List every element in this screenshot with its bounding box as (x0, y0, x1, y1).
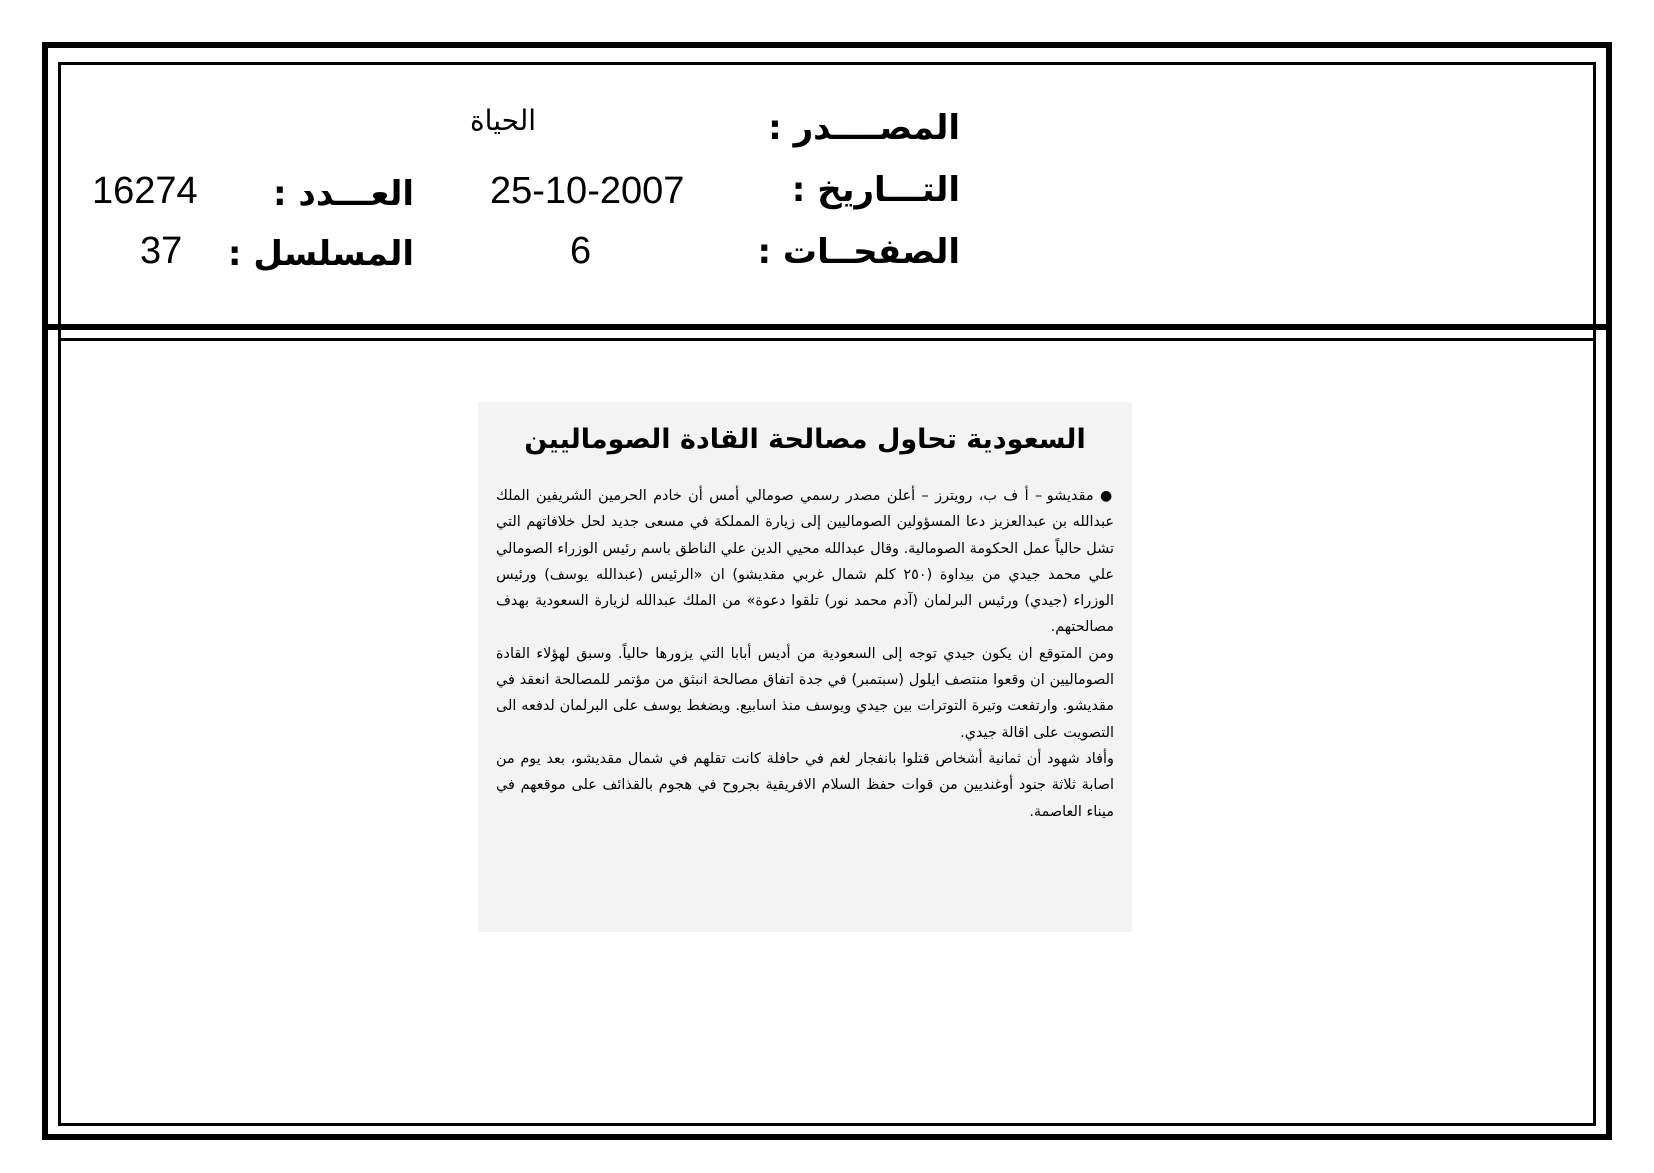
article-paragraph-3: وأفاد شهود أن ثمانية أشخاص قتلوا بانفجار لغم في حافلة كانت تقلهم في شمال مقديشو، بعد يوم من اصابة ثلاثة جنود أوغنديين من قوات حفظ السلام الافريقية بجروح في هجوم بالقذائف على موقعهم في ميناء العاصمة. (496, 750, 1114, 820)
serial-value: 37 (140, 230, 183, 272)
article-clipping (478, 402, 1132, 932)
header-divider (42, 324, 1612, 330)
article-paragraph-1 (496, 483, 1114, 641)
issue-label: العـــدد : (273, 174, 414, 214)
serial-label: المسلسل : (227, 234, 414, 274)
article-headline: السعودية تحاول مصالحة القادة الصوماليين (524, 424, 1086, 455)
source-value: الحياة (470, 104, 537, 137)
article-paragraph-2: ومن المتوقع ان يكون جيدي توجه إلى السعودية من أديس أبابا التي يزورها حالياً. وسبق لهؤلاء القادة الصوماليين ان وقعوا منتصف ايلول (سبتمبر) في جدة اتفاق مصالحة انبثق من مؤتمر للمصالحة انعقد في مقديشو. وارتفعت وتيرة التوترات بين جيدي ويوسف منذ اسابيع. ويضغط يوسف على البرلمان لدفعه الى التصويت على اقالة جيدي. (496, 645, 1114, 741)
issue-value: 16274 (92, 170, 198, 212)
pages-label: الصفحــات : (757, 232, 960, 272)
pages-value: 6 (570, 230, 592, 272)
source-label: المصــــدر : (768, 108, 960, 148)
date-value: 25-10-2007 (490, 170, 685, 212)
date-label: التـــاريخ : (791, 170, 960, 210)
bullet-icon: ● (1099, 488, 1115, 504)
header-divider-inner (58, 338, 1596, 341)
paragraph-1-text: مقديشو – أ ف ب، رويترز – أعلن مصدر رسمي صومالي أمس أن خادم الحرمين الشريفين الملك عبدالله بن عبدالعزيز دعا المسؤولين الصوماليين إلى زيارة المملكة في مسعى جديد لحل خلافاتهم التي تشل حالياً عمل الحكومة الصومالية. وقال عبدالله محيي الدين علي الناطق باسم رئيس الوزراء الصومالي علي محمد جيدي من بيداوة (٢٥٠ كلم شمال غربي مقديشو) ان «الرئيس (عبدالله يوسف) ورئيس الوزراء (جيدي) ورئيس البرلمان (آدم محمد نور) تلقوا دعوة» من الملك عبدالله لزيارة السعودية بهدف مصالحتهم. (496, 488, 1114, 636)
